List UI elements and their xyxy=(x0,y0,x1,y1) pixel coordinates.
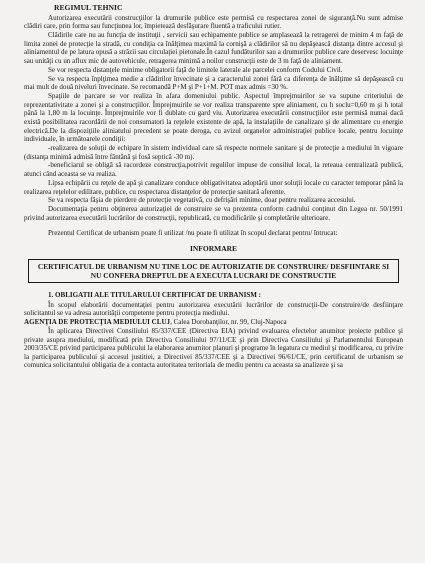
obligations-paragraph: În scopul elaborării documentaţiei pentru autorizarea executării lucrărilor de construcţii-De construire/de desfiinţare solicitantul se va adresa autorităţii competente pentru protecţia mediului. xyxy=(24,300,403,318)
paragraph-documentation: Documentaţia pentru obţinerea autorizaţiei de construire se va prezenta conform cadrului conţinut din Legea nr. 50/1991 privind autorizarea executării lucrărilor de construcţii, republicată, cu modificările şi completările ulterioare. xyxy=(24,205,403,222)
informare-heading: INFORMARE xyxy=(189,244,238,254)
paragraph-parking-fences: Spaţiile de parcare se vor realiza în afara domeniului public. Aspectul împrejmuirilor se va supune criteriului de reprezentativitate a zonei şi a construcţiilor. Împrejmuirile se vor realiza transparente spre aliniament, cu h soclu=0,60 m şi h total până la 1,80 m la locuinţe. Împrejmuirile vor fi dublate cu gard viu. Autorizarea executării construcţiilor este permisă numai dacă există posibilitatea racordării de noi consumatori la reţelele existente de apă, la instalaţiile de canalizare şi de alimentare cu energie electrică.De la dispoziţiile aliniatului precedent se poate deroga, cu avizul organelor administraţiei publice locale, pentru locuinţe individuale, în următoarele condiţii: xyxy=(24,92,403,144)
paragraph-temporary-solutions: Lipsa echipării cu reţele de apă şi canalizare conduce obligativitatea adoptării unor soluţii locale cu caracter temporar până la realizarea reţelelor edilitare, publice, cu respectarea distanţelor de protecţie sanitară aferente. xyxy=(24,178,403,196)
agency-address: , Calea Dorobanţilor, nr. 99, Cluj-Napoca xyxy=(170,318,287,327)
directive-paragraph: În aplicarea Directivei Consiliului 85/337/CEE (Directiva EIA) privind evaluarea efectelor anumitor proiecte publice şi private asupra mediului, modificată prin Directiva Consiliului 97/11/CE şi prin Directiva Consiliului şi Parlamentului European 2003/35/CE privind participarea publicului la elaborarea anumitor planuri şi programe în legatura cu mediul şi modificarea, cu privire la participarea publicului şi accesul justitiei, a Directivei 85/337/CEE şi a Directivei 96/61/CE, prin certificatul de urbanism se comunica solicitantului obligatia de a contacta autoritatea teritoriala de mediu pentru ca aceasta sa analizeze şi sa xyxy=(24,326,403,370)
paragraph-building-setback: Clădirile care nu au funcţia de instituţii , servicii sau echipamente publice se amplasează la retragerei de minim 4 m faţă de limita zonei de protecţie la stradă, cu condiţia ca înălţimea maximă la cornişă a clădirilor să nu depăşească distanţa dintre accesul şi aliniamentul de pe latura opusă a străzii sau circulaţiei pietonale.În cazul fundăturilor sau a drumurilor publice care deservesc locuinţe sau unităţi cu un aflux mic de autovehicule, retragerea minimă a noilor construcţii este de 3 m faţă de aliniament. xyxy=(24,31,403,65)
certificate-statement: Prezentul Certificat de urbanism poate fi utilizat /nu poate fi utilizat în scopul declarat pentru/ întrucat: xyxy=(48,228,338,237)
paragraph-network-connection: -beneficiarul se obligă să racordeze construcţia,potrivit regulilor impuse de consiliul local, la reteaua centralizată publică, atunci când aceasta se va realiza. xyxy=(24,161,403,179)
paragraph-lateral-distances: Se vor respecta distanţele minime obligatorii faţă de limitele laterale ale parcelei conform Codului Civil. xyxy=(48,65,343,74)
section-title: REGIMUL TEHNIC xyxy=(54,3,123,12)
obligations-heading: 1. OBLIGATII ALE TITULARULUI CERTIFICAT DE URBANISM : xyxy=(48,291,262,299)
agency-line xyxy=(24,318,403,327)
paragraph-vegetation-strip: Se va respecta fâşia de pierdere de protecţie vegetativă, cu defrişări minime, doar pentru realizarea accesului. xyxy=(48,196,356,205)
paragraph-building-height: Se va respecta înplţimea medie a clădirilor învecinate şi a caracterului zonei fără ca diferenţa de înălţime să depăşească cu mai mult de două niveluri învecinate. Se recomandă P+M şi P+1+M. POT max admis =30 %. xyxy=(24,74,403,92)
disclaimer-box: CERTIFICATUL DE URBANISM NU TINE LOC DE AUTORIZATIE DE CONSTRUIRE/ DESFIINTARE SI NU CONFERA DREPTUL DE A EXECUTA LUCRARI DE CONSTRUCTIE xyxy=(28,259,399,283)
agency-name: AGENŢIA DE PROTECŢIA MEDIULUI CLUJ xyxy=(24,318,171,327)
paragraph-individual-equipment: -realizarea de soluţii de echipare în sistem individual care să respecte normele sanitare şi de protecţie a mediului în vigoare (distanţa minimă admisă între fântână şi fosă septică -30 m). xyxy=(24,143,403,161)
paragraph-traffic-safety: Autorizarea executării construcţiilor la drumurile publice este permisă cu respectarea zonei de siguranţă.Nu sunt admise clădiri care, prin forma sau funcţiunea lor, împietează desfăşurare fluentă a traficului rutier. xyxy=(24,13,403,31)
